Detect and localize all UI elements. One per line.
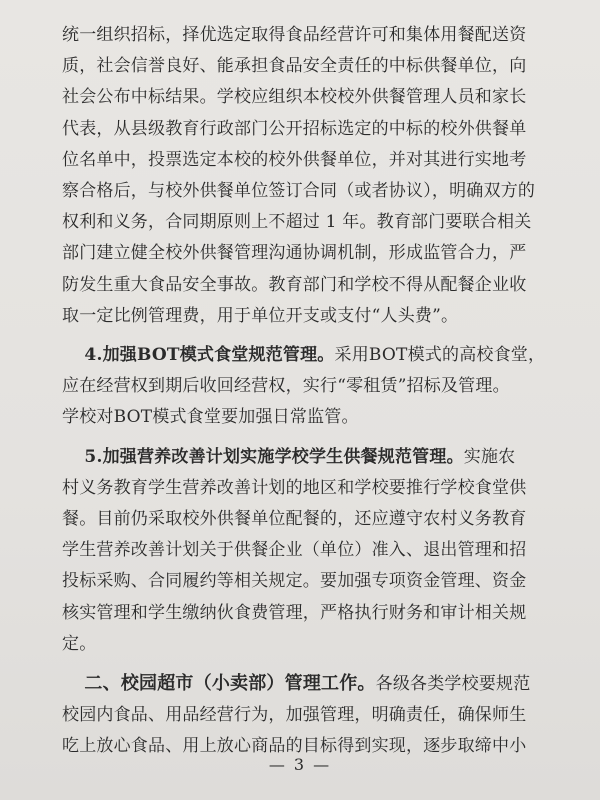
- item-4-paragraph: [62, 340, 552, 434]
- item-4-text: 采用BOT模式的高校食堂，: [334, 345, 546, 366]
- text-line: 位名单中，投票选定本校的校外供餐单位，并对其进行实地考: [62, 149, 527, 170]
- item-5-heading: 5.加强营养改善计划实施学校学生供餐规范管理。: [84, 446, 464, 467]
- item-5-paragraph: [62, 442, 552, 660]
- text-line: 察合格后，与校外供餐单位签订合同（或者协议），明确双方的: [62, 181, 536, 202]
- text-line: 餐。目前仍采取校外供餐单位配餐的，还应遵守农村义务教育: [62, 509, 527, 530]
- text-line: 代表，从县级教育行政部门公开招标选定的中标的校外供餐单: [62, 118, 527, 139]
- page-number: — 3 —: [268, 755, 332, 774]
- text-line: 学校对BOT模式食堂要加强日常监管。: [62, 407, 359, 428]
- text-line: [62, 668, 552, 700]
- text-line: 吃上放心食品、用上放心商品的目标得到实现，逐步取缔中小: [62, 736, 527, 757]
- text-line: 校园内食品、用品经营行为，加强管理，明确责任，确保师生: [62, 705, 527, 726]
- text-line: 权利和义务，合同期原则上不超过 1 年。教育部门要联合相关: [62, 212, 532, 233]
- section-2-paragraph: [62, 668, 552, 763]
- text-line: 社会公布中标结果。学校应组织本校校外供餐管理人员和家长: [62, 87, 527, 108]
- section-2-text: 各级各类学校要规范: [375, 674, 531, 695]
- text-line: 取一定比例管理费，用于单位开支或支付“人头费”。: [62, 305, 459, 326]
- text-line: 统一组织招标，择优选定取得食品经营许可和集体用餐配送资: [62, 25, 527, 45]
- item-4-heading: 4.加强BOT模式食堂规范管理。: [84, 345, 335, 366]
- text-line: 质，社会信誉良好、能承担食品安全责任的中标供餐单位，向: [62, 56, 527, 77]
- text-line: 投标采购、合同履约等相关规定。要加强专项资金管理、资金: [62, 571, 527, 592]
- text-line: 学生营养改善计划关于供餐企业（单位）准入、退出管理和招: [62, 540, 527, 561]
- item-5-text: 实施农: [463, 446, 516, 467]
- document-body: [62, 20, 552, 763]
- paragraph-continuation: [62, 20, 552, 332]
- text-line: [62, 442, 552, 473]
- text-line: 部门建立健全校外供餐管理沟通协调机制，形成监管合力，严: [62, 243, 527, 264]
- text-line: 核实管理和学生缴纳伙食费管理，严格执行财务和审计相关规: [62, 602, 527, 623]
- text-line: [62, 340, 552, 371]
- text-line: 防发生重大食品安全事故。教育部门和学校不得从配餐企业收: [62, 274, 527, 295]
- text-line: 村义务教育学生营养改善计划的地区和学校要推行学校食堂供: [62, 477, 527, 498]
- text-line: 定。: [62, 633, 97, 654]
- text-line: 应在经营权到期后收回经营权，实行“零租赁”招标及管理。: [62, 376, 510, 397]
- section-2-heading: 二、校园超市（小卖部）管理工作。: [84, 673, 376, 695]
